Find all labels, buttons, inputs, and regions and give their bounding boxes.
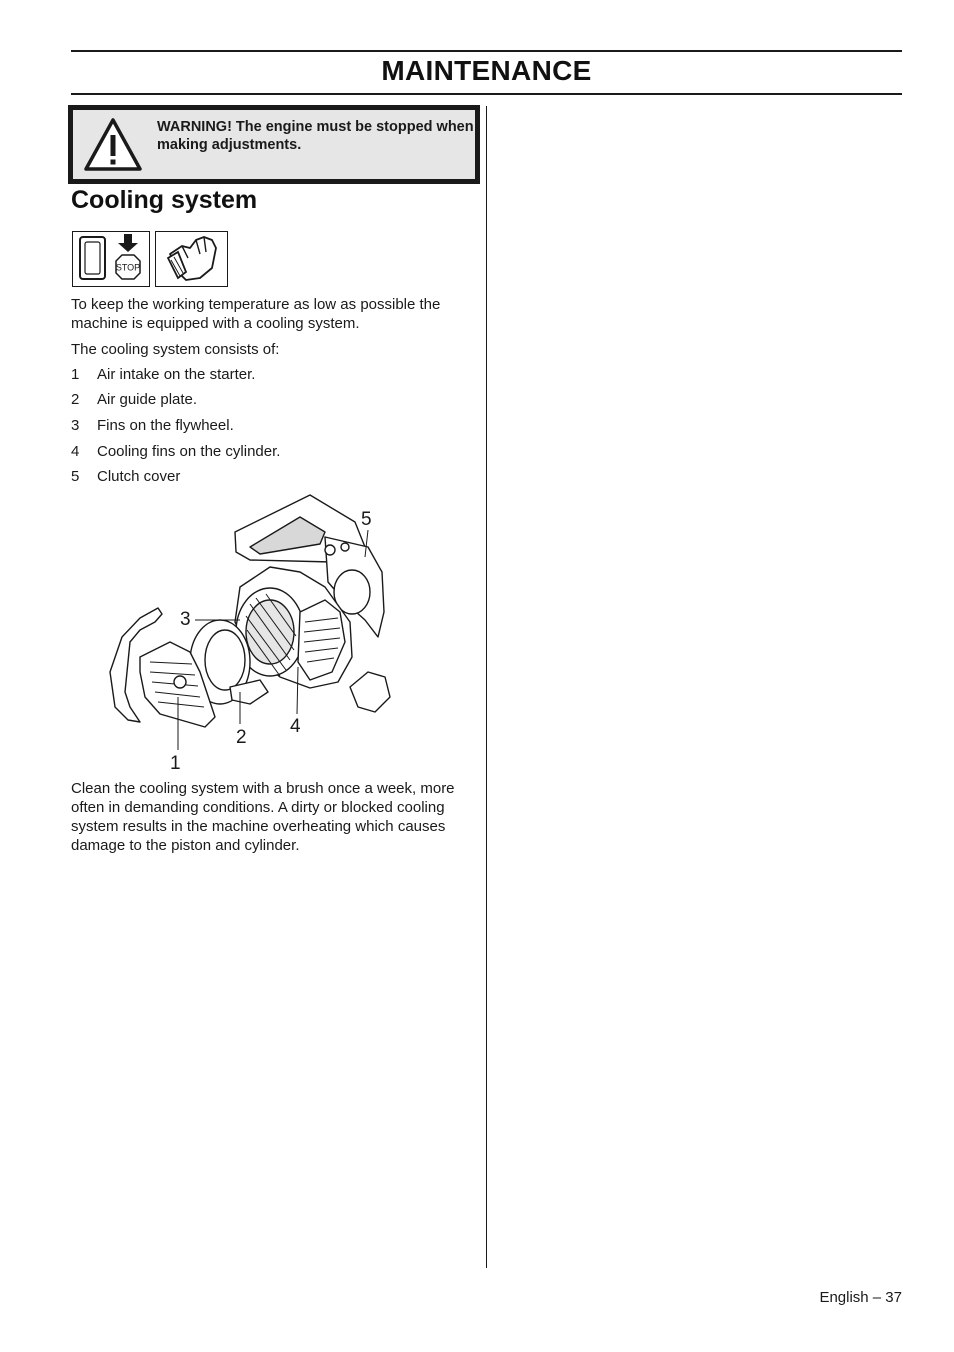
intro-paragraph: To keep the working temperature as low as possible the machine is equipped with a cooling system. [71,296,441,332]
callout-4: 4 [290,716,301,737]
stop-sign-label: STOP [115,262,141,273]
callout-3: 3 [180,609,191,630]
header-bottom-rule [71,93,902,95]
consists-of-text: The cooling system consists of: [71,341,280,358]
cleaning-paragraph: Clean the cooling system with a brush once a week, more often in demanding conditions. A dirty or blocked cooling system results in the machine overheating which causes damage to the piston and cylinder. [71,780,455,854]
cooling-system-diagram [100,492,400,777]
column-divider [486,106,487,1268]
section-heading: Cooling system [71,186,258,214]
warning-text: WARNING! The engine must be stopped when making adjustments. [157,119,474,153]
callout-2: 2 [236,727,247,748]
warning-triangle-icon [83,117,143,173]
callout-5: 5 [361,509,372,530]
header-top-rule [71,50,902,52]
stop-engine-icon [72,231,150,287]
page-footer: English – 37 [819,1289,902,1306]
protective-glove-icon [155,231,228,287]
warning-box [68,105,480,184]
page-title: MAINTENANCE [381,55,592,86]
callout-1: 1 [170,753,181,774]
